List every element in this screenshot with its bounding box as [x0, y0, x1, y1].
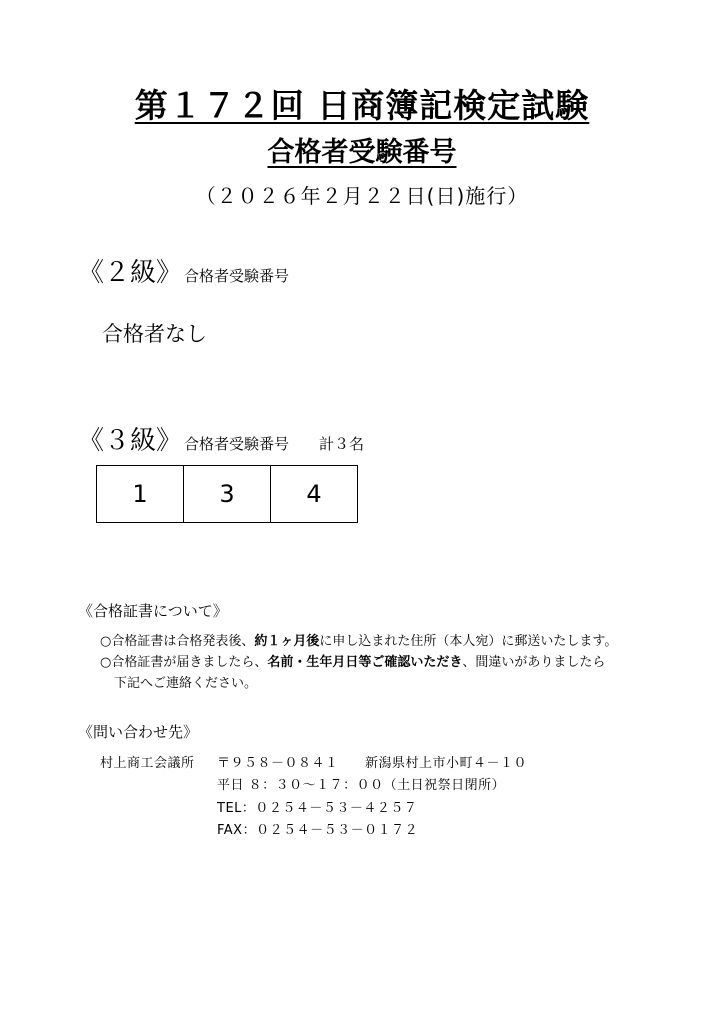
certificate-line-1-text-end: に申し込まれた住所（本人宛）に郵送いたします。: [319, 634, 618, 649]
contact-hours: 平日 ８：３０～１７：００（土日祝祭日閉所）: [217, 778, 506, 793]
contact-fax: FAX：０２５４－５３－０１７２: [217, 823, 419, 838]
exam-date: （２０２６年２月２２日(日)施行）: [195, 184, 529, 208]
certificate-line-1-text: ○合格証書は合格発表後、: [100, 634, 255, 649]
grade2-result: 合格者なし: [102, 322, 207, 346]
certificate-line-2-text-end: 、間違いがありましたら: [462, 655, 606, 670]
certificate-line-2-text: ○合格証書が届きましたら、: [100, 655, 268, 670]
contact-tel: TEL：０２５４－５３－４２５７: [217, 801, 418, 816]
grade3-heading: 《３級》: [78, 426, 183, 456]
page-subtitle: 合格者受験番号: [267, 137, 457, 168]
contact-postal: 〒９５８－０８４１: [217, 756, 339, 771]
page-title: 第１７２回 日商簿記検定試験: [134, 86, 590, 125]
grade3-total: 計３名: [319, 435, 365, 453]
certificate-line-1-emphasis: 約１ヶ月後: [254, 634, 320, 649]
grade2-heading: 《２級》: [78, 258, 183, 288]
certificate-line-1: [100, 630, 617, 649]
grade2-section: [78, 252, 289, 289]
certificate-line-3: 下記へご連絡ください。: [114, 676, 258, 691]
grade3-label: 合格者受験番号: [184, 435, 290, 453]
grade3-number-table: [96, 465, 358, 523]
grade3-section: [78, 420, 364, 457]
table-cell-number: 1: [97, 466, 184, 523]
certificate-line-2-emphasis: 名前・生年月日等ご確認いただき: [267, 655, 463, 670]
certificate-heading: 《合格証書について》: [78, 602, 228, 620]
grade2-label: 合格者受験番号: [184, 267, 290, 285]
table-row: [97, 466, 358, 523]
contact-heading: 《問い合わせ先》: [78, 723, 199, 741]
table-cell-number: 4: [271, 466, 358, 523]
contact-address: 新潟県村上市小町４－１０: [365, 756, 528, 771]
contact-org: 村上商工会議所: [100, 756, 195, 771]
table-cell-number: 3: [184, 466, 271, 523]
certificate-line-2: [100, 651, 605, 670]
